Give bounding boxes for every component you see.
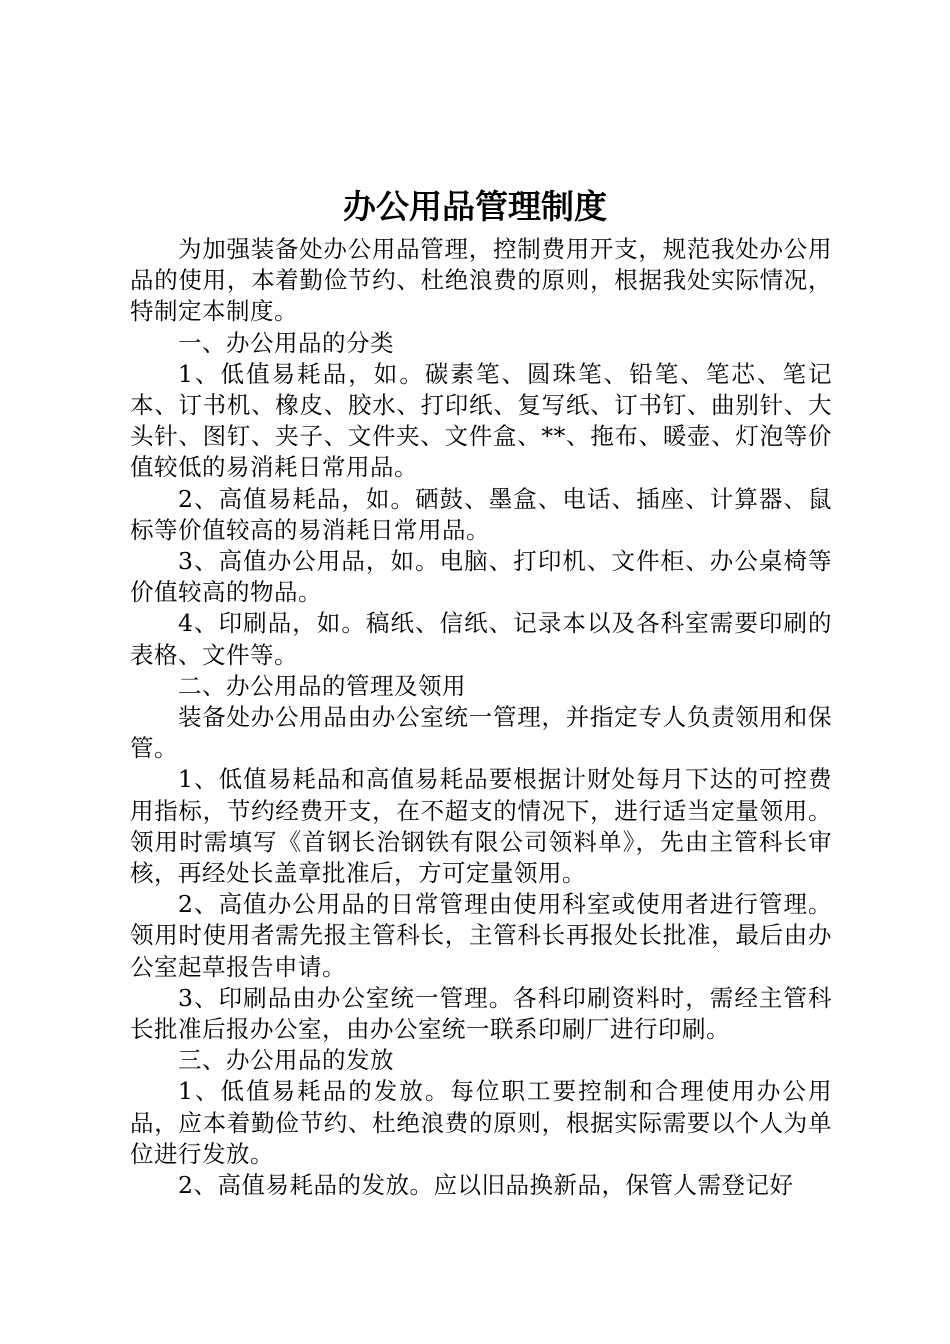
paragraph-high-value-office-supplies: 3、高值办公用品，如。电脑、打印机、文件柜、办公桌椅等价值较高的物品。 [130, 547, 832, 607]
section-heading-distribution: 三、办公用品的发放 [178, 1046, 394, 1075]
intro-paragraph: 为加强装备处办公用品管理，控制费用开支，规范我处办公用品的使用，本着勤俭节约、杜绝浪费的原则，根据我处实际情况，特制定本制度。 [130, 235, 832, 326]
paragraph-management-consumables: 1、低值易耗品和高值易耗品要根据计财处每月下达的可控费用指标，节约经费开支，在不超支的情况下，进行适当定量领用。领用时需填写《首钢长治钢铁有限公司领料单》，先由主管科长审核，再经处长盖章批准后，方可定量领用。 [130, 765, 832, 888]
paragraph-printed-matter: 4、印刷品，如。稿纸、信纸、记录本以及各科室需要印刷的表格、文件等。 [130, 609, 832, 669]
paragraph-high-value-consumables: 2、高值易耗品，如。硒鼓、墨盒、电话、插座、计算器、鼠标等价值较高的易消耗日常用品。 [130, 484, 832, 544]
section-heading-classification: 一、办公用品的分类 [178, 328, 394, 357]
paragraph-low-value-consumables: 1、低值易耗品，如。碳素笔、圆珠笔、铅笔、笔芯、笔记本、订书机、橡皮、胶水、打印纸、复写纸、订书钉、曲别针、大头针、图钉、夹子、文件夹、文件盒、**、拖布、暖壶、灯泡等价值较低的易消耗日常用品。 [130, 359, 832, 482]
section-heading-management: 二、办公用品的管理及领用 [178, 671, 466, 700]
paragraph-distribution-low-value: 1、低值易耗品的发放。每位职工要控制和合理使用办公用品，应本着勤俭节约、杜绝浪费的原则，根据实际需要以个人为单位进行发放。 [130, 1077, 832, 1168]
paragraph-management-overview: 装备处办公用品由办公室统一管理，并指定专人负责领用和保管。 [130, 703, 832, 763]
paragraph-distribution-high-value: 2、高值易耗品的发放。应以旧品换新品，保管人需登记好 [178, 1171, 794, 1200]
document-body [130, 234, 832, 1201]
paragraph-management-printed: 3、印刷品由办公室统一管理。各科印刷资料时，需经主管科长批准后报办公室，由办公室统一联系印刷厂进行印刷。 [130, 983, 832, 1044]
document-title: 办公用品管理制度 [343, 187, 607, 226]
paragraph-management-high-value: 2、高值办公用品的日常管理由使用科室或使用者进行管理。领用时使用者需先报主管科长，主管科长再报处长批准，最后由办公室起草报告申请。 [130, 890, 832, 981]
